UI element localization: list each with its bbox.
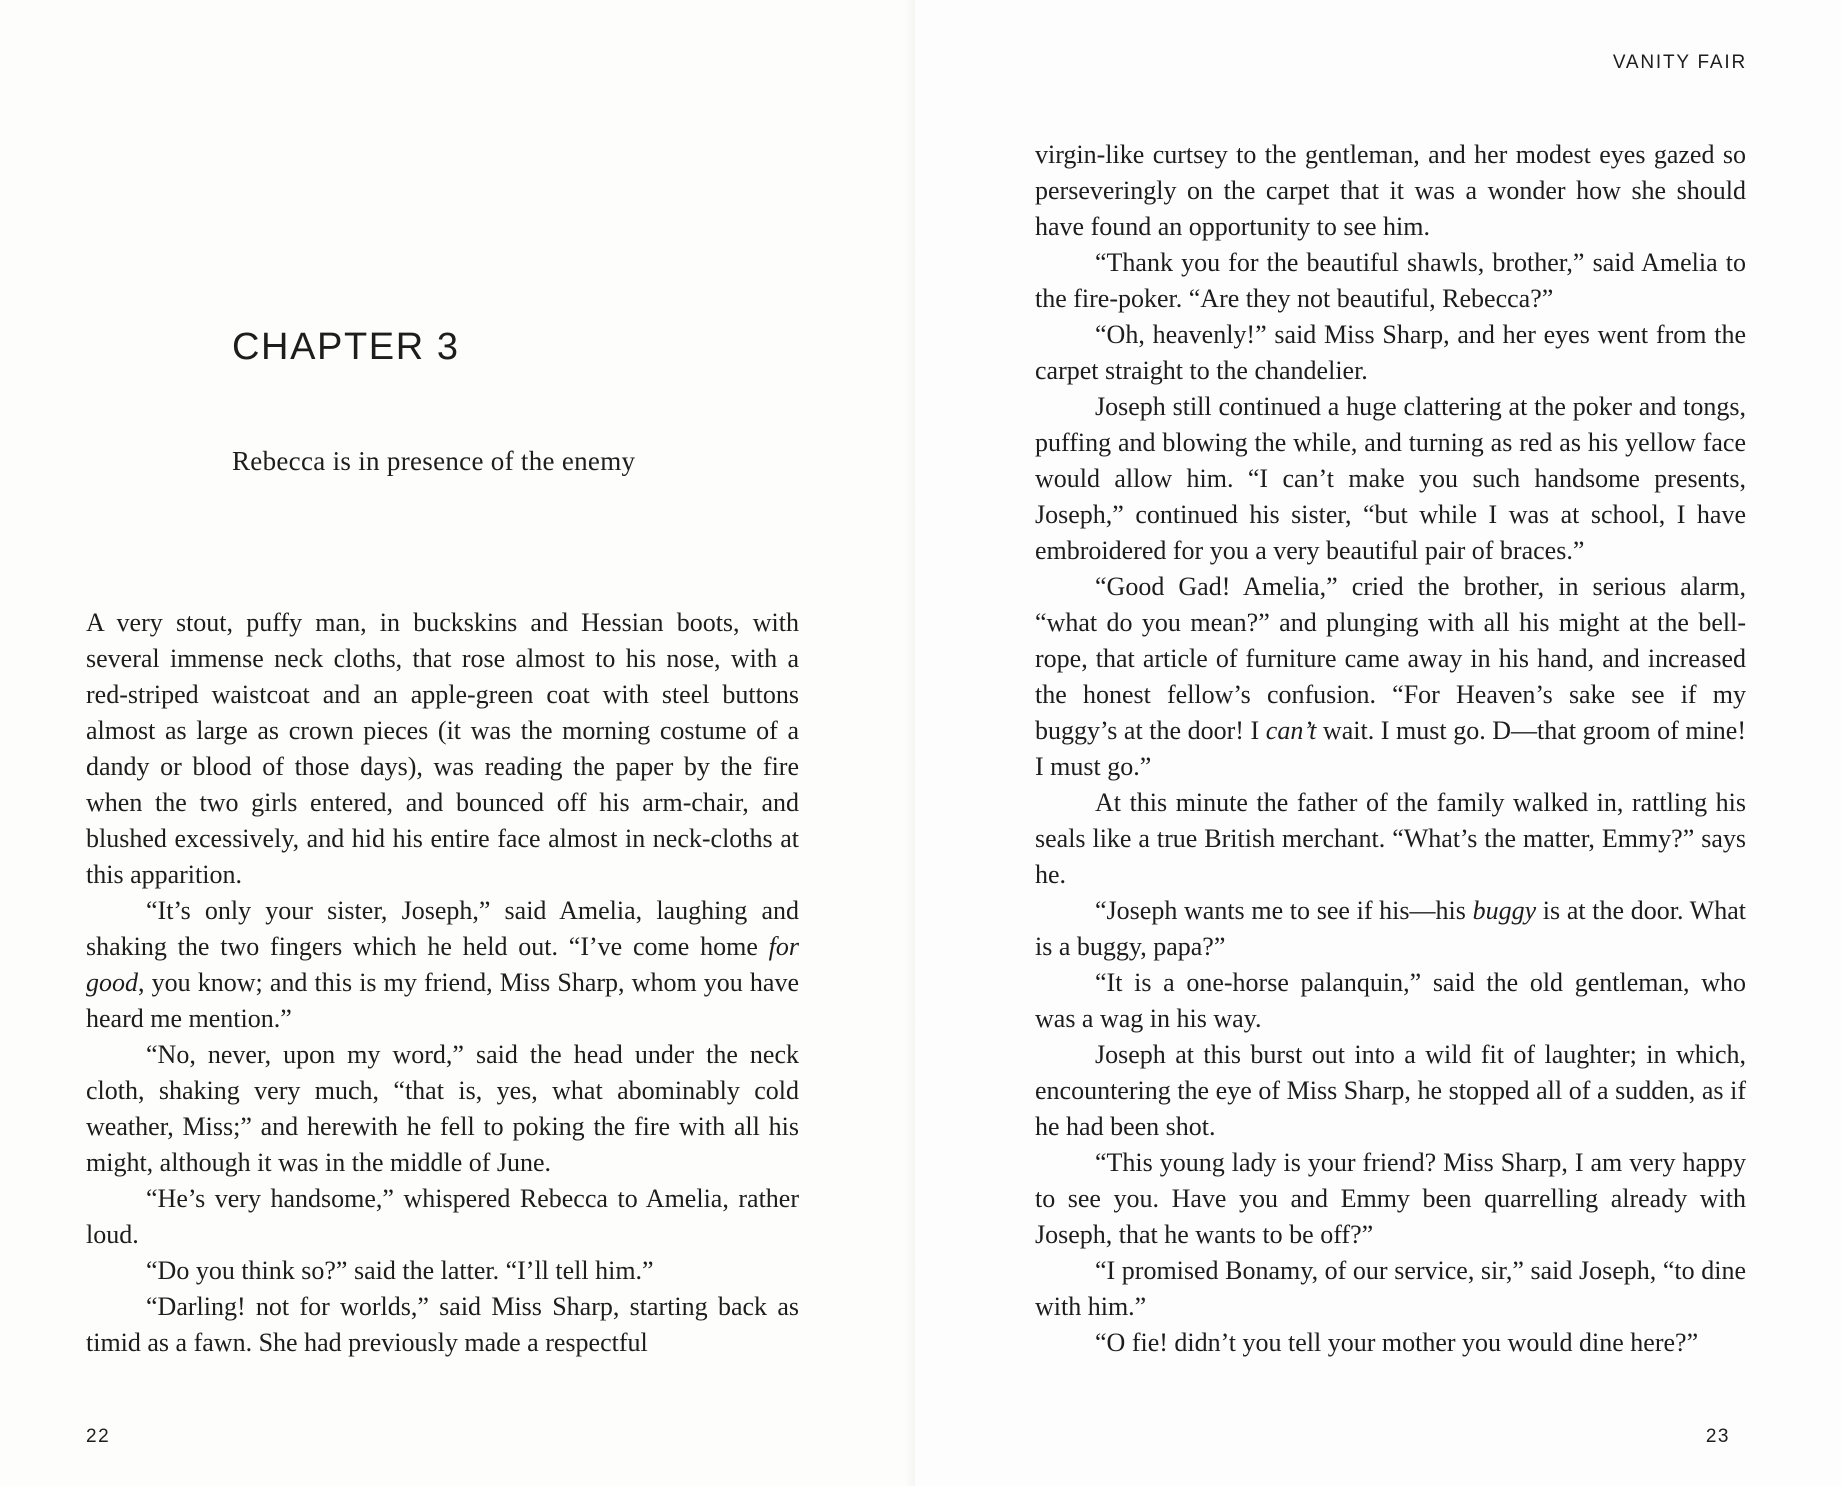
paragraph: Joseph at this burst out into a wild fit of laughter; in which, encountering the eye of Miss Sharp, he stopped all of a sudden, as if he had been shot. — [1035, 1040, 1746, 1141]
paragraph: “Darling! not for worlds,” said Miss Sharp, starting back as timid as a fawn. She had previously made a respectful — [86, 1292, 799, 1357]
chapter-title: CHAPTER 3 — [232, 326, 460, 368]
page-number: 23 — [1705, 1426, 1730, 1447]
chapter-subtitle: Rebecca is in presence of the enemy — [232, 446, 636, 476]
paragraph: “Do you think so?” said the latter. “I’ll tell him.” — [146, 1256, 654, 1285]
paragraph: “O fie! didn’t you tell your mother you would dine here?” — [1095, 1328, 1699, 1357]
paragraph: “It’s only your sister, Joseph,” said Amelia, laughing and shaking the two fingers which he held out. “I’ve come home for good, you know; and this is my friend, Miss Sharp, whom you have heard me mention.” — [86, 896, 799, 1033]
emphasis: can’t — [1265, 716, 1317, 745]
paragraph: “Joseph wants me to see if his—his buggy is at the door. What is a buggy, papa?” — [1035, 896, 1746, 961]
left-page-body — [86, 605, 799, 1361]
left-page — [0, 0, 915, 1486]
running-head: VANITY FAIR — [1612, 52, 1747, 73]
paragraph: “This young lady is your friend? Miss Sharp, I am very happy to see you. Have you and Emmy been quarrelling already with Joseph, that he wants to be off?” — [1035, 1148, 1746, 1249]
paragraph: “Good Gad! Amelia,” cried the brother, in serious alarm, “what do you mean?” and plunging with all his might at the bell-rope, that article of furniture came away in his hand, and increased the honest fellow’s confusion. “For Heaven’s sake see if my buggy’s at the door! I can’t wait. I must go. D—that groom of mine! I must go.” — [1035, 572, 1747, 781]
paragraph: “Oh, heavenly!” said Miss Sharp, and her eyes went from the carpet straight to the chandelier. — [1035, 320, 1746, 385]
paragraph: A very stout, puffy man, in buckskins and Hessian boots, with several immense neck cloths, that rose almost to his nose, with a red-striped waistcoat and an apple-green coat with steel buttons almost as large as crown pieces (it was the morning costume of a dandy or blood of those days), was reading the paper by the fire when the two girls entered, and bounced off his arm-chair, and blushed excessively, and hid his entire face almost in neck-cloths at this apparition. — [86, 608, 799, 889]
paragraph: At this minute the father of the family walked in, rattling his seals like a true British merchant. “What’s the matter, Emmy?” says he. — [1035, 788, 1746, 889]
emphasis: for good — [86, 932, 799, 997]
paragraph: “It is a one-horse palanquin,” said the old gentleman, who was a wag in his way. — [1035, 968, 1746, 1033]
paragraph: “I promised Bonamy, of our service, sir,” said Joseph, “to dine with him.” — [1035, 1256, 1746, 1321]
paragraph: “Thank you for the beautiful shawls, brother,” said Amelia to the fire-poker. “Are they not beautiful, Rebecca?” — [1035, 248, 1746, 313]
right-page-body — [1035, 137, 1746, 1361]
emphasis: buggy — [1472, 896, 1537, 925]
page-number: 22 — [86, 1426, 111, 1447]
paragraph: “He’s very handsome,” whispered Rebecca to Amelia, rather loud. — [86, 1184, 799, 1249]
paragraph: Joseph still continued a huge clattering at the poker and tongs, puffing and blowing the while, and turning as red as his yellow face would allow him. “I can’t make you such handsome presents, Joseph,” continued his sister, “but while I was at school, I have embroidered for you a very beautiful pair of braces.” — [1035, 392, 1746, 565]
paragraph: “No, never, upon my word,” said the head under the neck cloth, shaking very much, “that is, yes, what abominably cold weather, Miss;” and herewith he fell to poking the fire with all his might, although it was in the middle of June. — [86, 1040, 799, 1177]
paragraph: virgin-like curtsey to the gentleman, and her modest eyes gazed so perseveringly on the carpet that it was a wonder how she should have found an opportunity to see him. — [1035, 140, 1746, 241]
